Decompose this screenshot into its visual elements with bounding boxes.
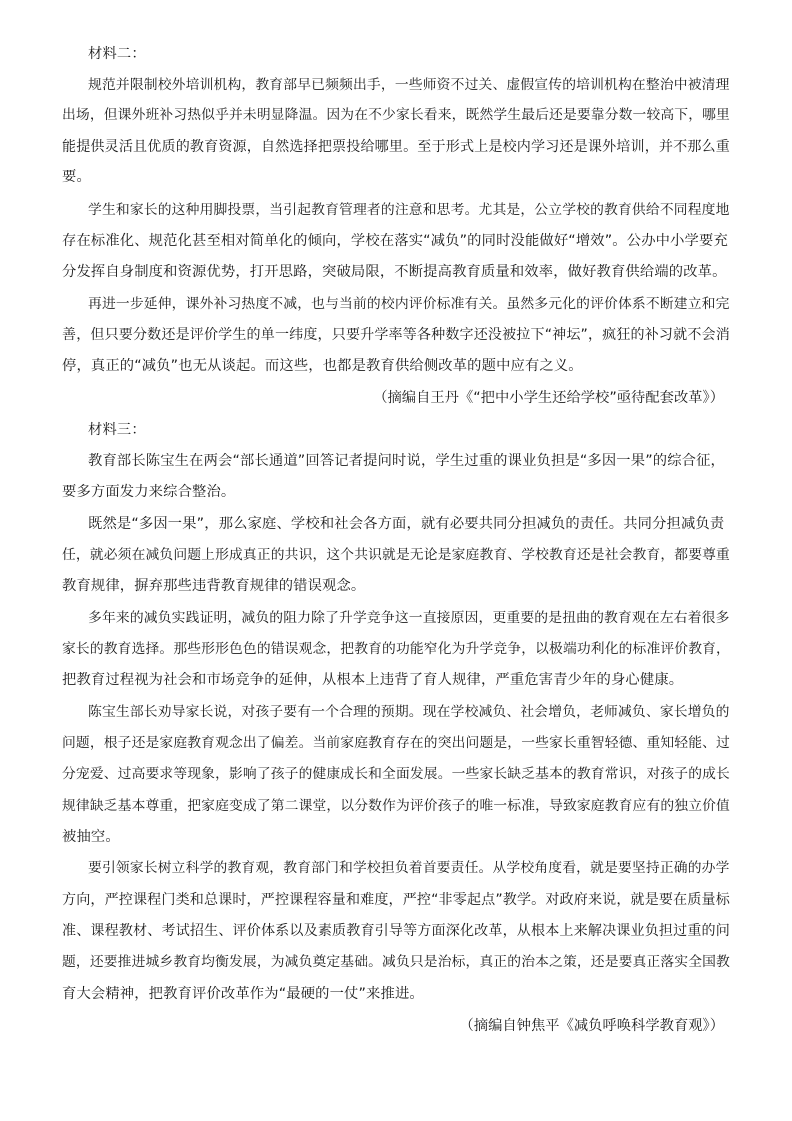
material2-p2-line3: 分发挥自身制度和资源优势，打开思路，突破局限，不断提高教育质量和效率，做好教育供给端的改革。: [62, 264, 727, 280]
material3-p1-line2: 要多方面发力来综合整治。: [62, 484, 236, 500]
material3-p5-line4: 题，还要推进城乡教育均衡发展，为减负奠定基础。减负只是治标，真正的治本之策，还是要真正落实全国教: [62, 954, 730, 970]
material3-p1-line1: 教育部长陈宝生在两会“部长通道”回答记者提问时说，学生过重的课业负担是“多因一果”的综合征，: [88, 453, 725, 469]
material3-source: （摘编自钟焦平《减负呼唤科学教育观》）: [459, 1018, 724, 1034]
material3-p2-line2: 任，就必须在减负问题上形成真正的共识，这个共识就是无论是家庭教育、学校教育还是社会教育，都要尊重: [62, 547, 730, 563]
material2-p1-line1: 规范并限制校外培训机构，教育部早已频频出手，一些师资不过关、虚假宣传的培训机构在整治中被清理: [88, 77, 730, 93]
material2-p2-line1: 学生和家长的这种用脚投票，当引起教育管理者的注意和思考。尤其是，公立学校的教育供给不同程度地: [88, 202, 730, 218]
material3-p2-line3: 教育规律，摒弃那些违背教育规律的错误观念。: [62, 578, 366, 594]
material3-p5-line3: 准、课程教材、考试招生、评价体系以及素质教育引导等方面深化改革，从根本上来解决课业负担过重的问: [62, 923, 730, 939]
material3-p3-line1: 多年来的减负实践证明，减负的阻力除了升学竞争这一直接原因，更重要的是扭曲的教育观在左右着很多: [88, 610, 730, 626]
material3-p4-line1: 陈宝生部长劝导家长说，对孩子要有一个合理的预期。现在学校减负、社会增负，老师减负、家长增负的: [88, 704, 730, 720]
material3-p4-line2: 问题，根子还是家庭教育观念出了偏差。当前家庭教育存在的突出问题是，一些家长重智轻德、重知轻能、过: [62, 735, 730, 751]
material3-p5-line5: 育大会精神，把教育评价改革作为“最硬的一仗”来推进。: [62, 986, 424, 1002]
material3-p2-line1: 既然是“多因一果”，那么家庭、学校和社会各方面，就有必要共同分担减负的责任。共同分担减负责: [88, 516, 725, 532]
material3-p5-line2: 方向，严控课程门类和总课时，严控课程容量和难度，严控“非零起点”教学。对政府来说，就是要在质量标: [62, 892, 730, 908]
material3-heading: 材料三：: [88, 422, 146, 438]
material2-p3-line1: 再进一步延伸，课外补习热度不减，也与当前的校内评价标准有关。虽然多元化的评价体系不断建立和完: [88, 296, 730, 312]
material2-p2-line2: 存在标准化、规范化甚至相对简单化的倾向，学校在落实“减负”的同时没能做好“增效”。公办中小学要充: [62, 233, 728, 249]
material3-p4-line5: 被抽空。: [62, 829, 120, 845]
material2-source: （摘编自王丹《“把中小学生还给学校”亟待配套改革》）: [373, 390, 724, 406]
material3-p5-line1: 要引领家长树立科学的教育观，教育部门和学校担负着首要责任。从学校角度看，就是要坚持正确的办学: [88, 860, 730, 876]
material2-p3-line3: 停，真正的“减负”也无从谈起。而这些，也都是教育供给侧改革的题中应有之义。: [62, 358, 583, 374]
material2-p1-line4: 要。: [62, 169, 91, 185]
material2-p3-line2: 善，但只要分数还是评价学生的单一纬度，只要升学率等各种数字还没被拉下“神坛”，疯狂的补习就不会消: [62, 327, 730, 343]
material3-p4-line3: 分宠爱、过高要求等现象，影响了孩子的健康成长和全面发展。一些家长缺乏基本的教育常识，对孩子的成长: [62, 766, 730, 782]
material2-p1-line2: 出场，但课外班补习热似乎并未明显降温。因为在不少家长看来，既然学生最后还是要靠分数一较高下，哪里: [62, 107, 730, 123]
material3-p3-line3: 把教育过程视为社会和市场竞争的延伸，从根本上违背了育人规律，严重危害青少年的身心健康。: [62, 672, 684, 688]
material2-p1-line3: 能提供灵活且优质的教育资源，自然选择把票投给哪里。至于形式上是校内学习还是课外培训，并不那么重: [62, 139, 730, 155]
material3-p3-line2: 家长的教育选择。那些形形色色的错误观念，把教育的功能窄化为升学竞争，以极端功利化的标准评价教育，: [62, 641, 730, 657]
material2-heading: 材料二：: [88, 46, 146, 62]
material3-p4-line4: 规律缺乏基本尊重，把家庭变成了第二课堂，以分数作为评价孩子的唯一标准，导致家庭教育应有的独立价值: [62, 798, 730, 814]
